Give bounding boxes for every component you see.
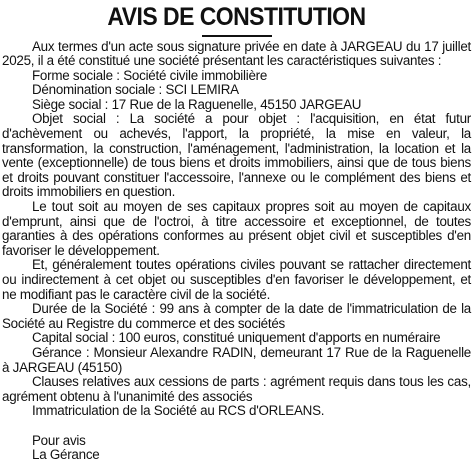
paragraph-operations: Et, généralement toutes opérations civiles pouvant se rattacher directement ou indirectement à cet objet ou susceptibles d'en favoriser le développement, et ne modifiant pas le caractère civil de la société. xyxy=(2,257,471,302)
paragraph-capital-social: Capital social : 100 euros, constitué uniquement d'apports en numéraire xyxy=(32,330,441,346)
notice-title: AVIS DE CONSTITUTION xyxy=(107,3,366,31)
title-divider xyxy=(202,35,272,37)
paragraph-objet-social: Objet social : La société a pour objet : l'acquisition, en état futur d'achèvement ou achevés, l'apport, la propriété, la mise en valeur, la transformation, la construction, l'aménagement, l'administration, la location et la vente (exceptionnelle) de tous biens et droits immobiliers, ainsi que de tous biens et droits pouvant constituer l'accessoire, l'annexe ou le complément des biens et droits immobiliers en question. xyxy=(2,111,471,200)
closing-signature: La Gérance xyxy=(32,447,100,463)
paragraph-forme-sociale: Forme sociale : Société civile immobilière xyxy=(32,67,268,83)
paragraph-siege-social: Siège social : 17 Rue de la Raguenelle, 45150 JARGEAU xyxy=(32,96,362,112)
paragraph-duree: Durée de la Société : 99 ans à compter de la date de l'immatriculation de la Société au Registre du commerce et des sociétés xyxy=(2,301,471,331)
paragraph-capitaux: Le tout soit au moyen de ses capitaux propres soit au moyen de capitaux d'emprunt, ainsi que de l'octroi, à titre accessoire et exceptionnel, de toutes garanties à des opérations conformes au présent objet civil et susceptibles d'en favoriser le développement. xyxy=(2,199,471,258)
paragraph-cessions: Clauses relatives aux cessions de parts : agrément requis dans tous les cas, agrément obtenu à l'unanimité des associés xyxy=(2,374,471,404)
spacer xyxy=(2,419,471,434)
closing-pour-avis: Pour avis xyxy=(32,432,86,448)
paragraph-denomination: Dénomination sociale : SCI LEMIRA xyxy=(32,82,239,98)
paragraph-immatriculation: Immatriculation de la Société au RCS d'ORLEANS. xyxy=(32,403,325,419)
paragraph-intro: Aux termes d'un acte sous signature privée en date à JARGEAU du 17 juillet 2025, il a été constitué une société présentant les caractéristiques suivantes : xyxy=(2,38,471,69)
paragraph-gerance: Gérance : Monsieur Alexandre RADIN, demeurant 17 Rue de la Raguenelle à JARGEAU (45150) xyxy=(2,344,471,375)
notice-body xyxy=(2,40,471,463)
